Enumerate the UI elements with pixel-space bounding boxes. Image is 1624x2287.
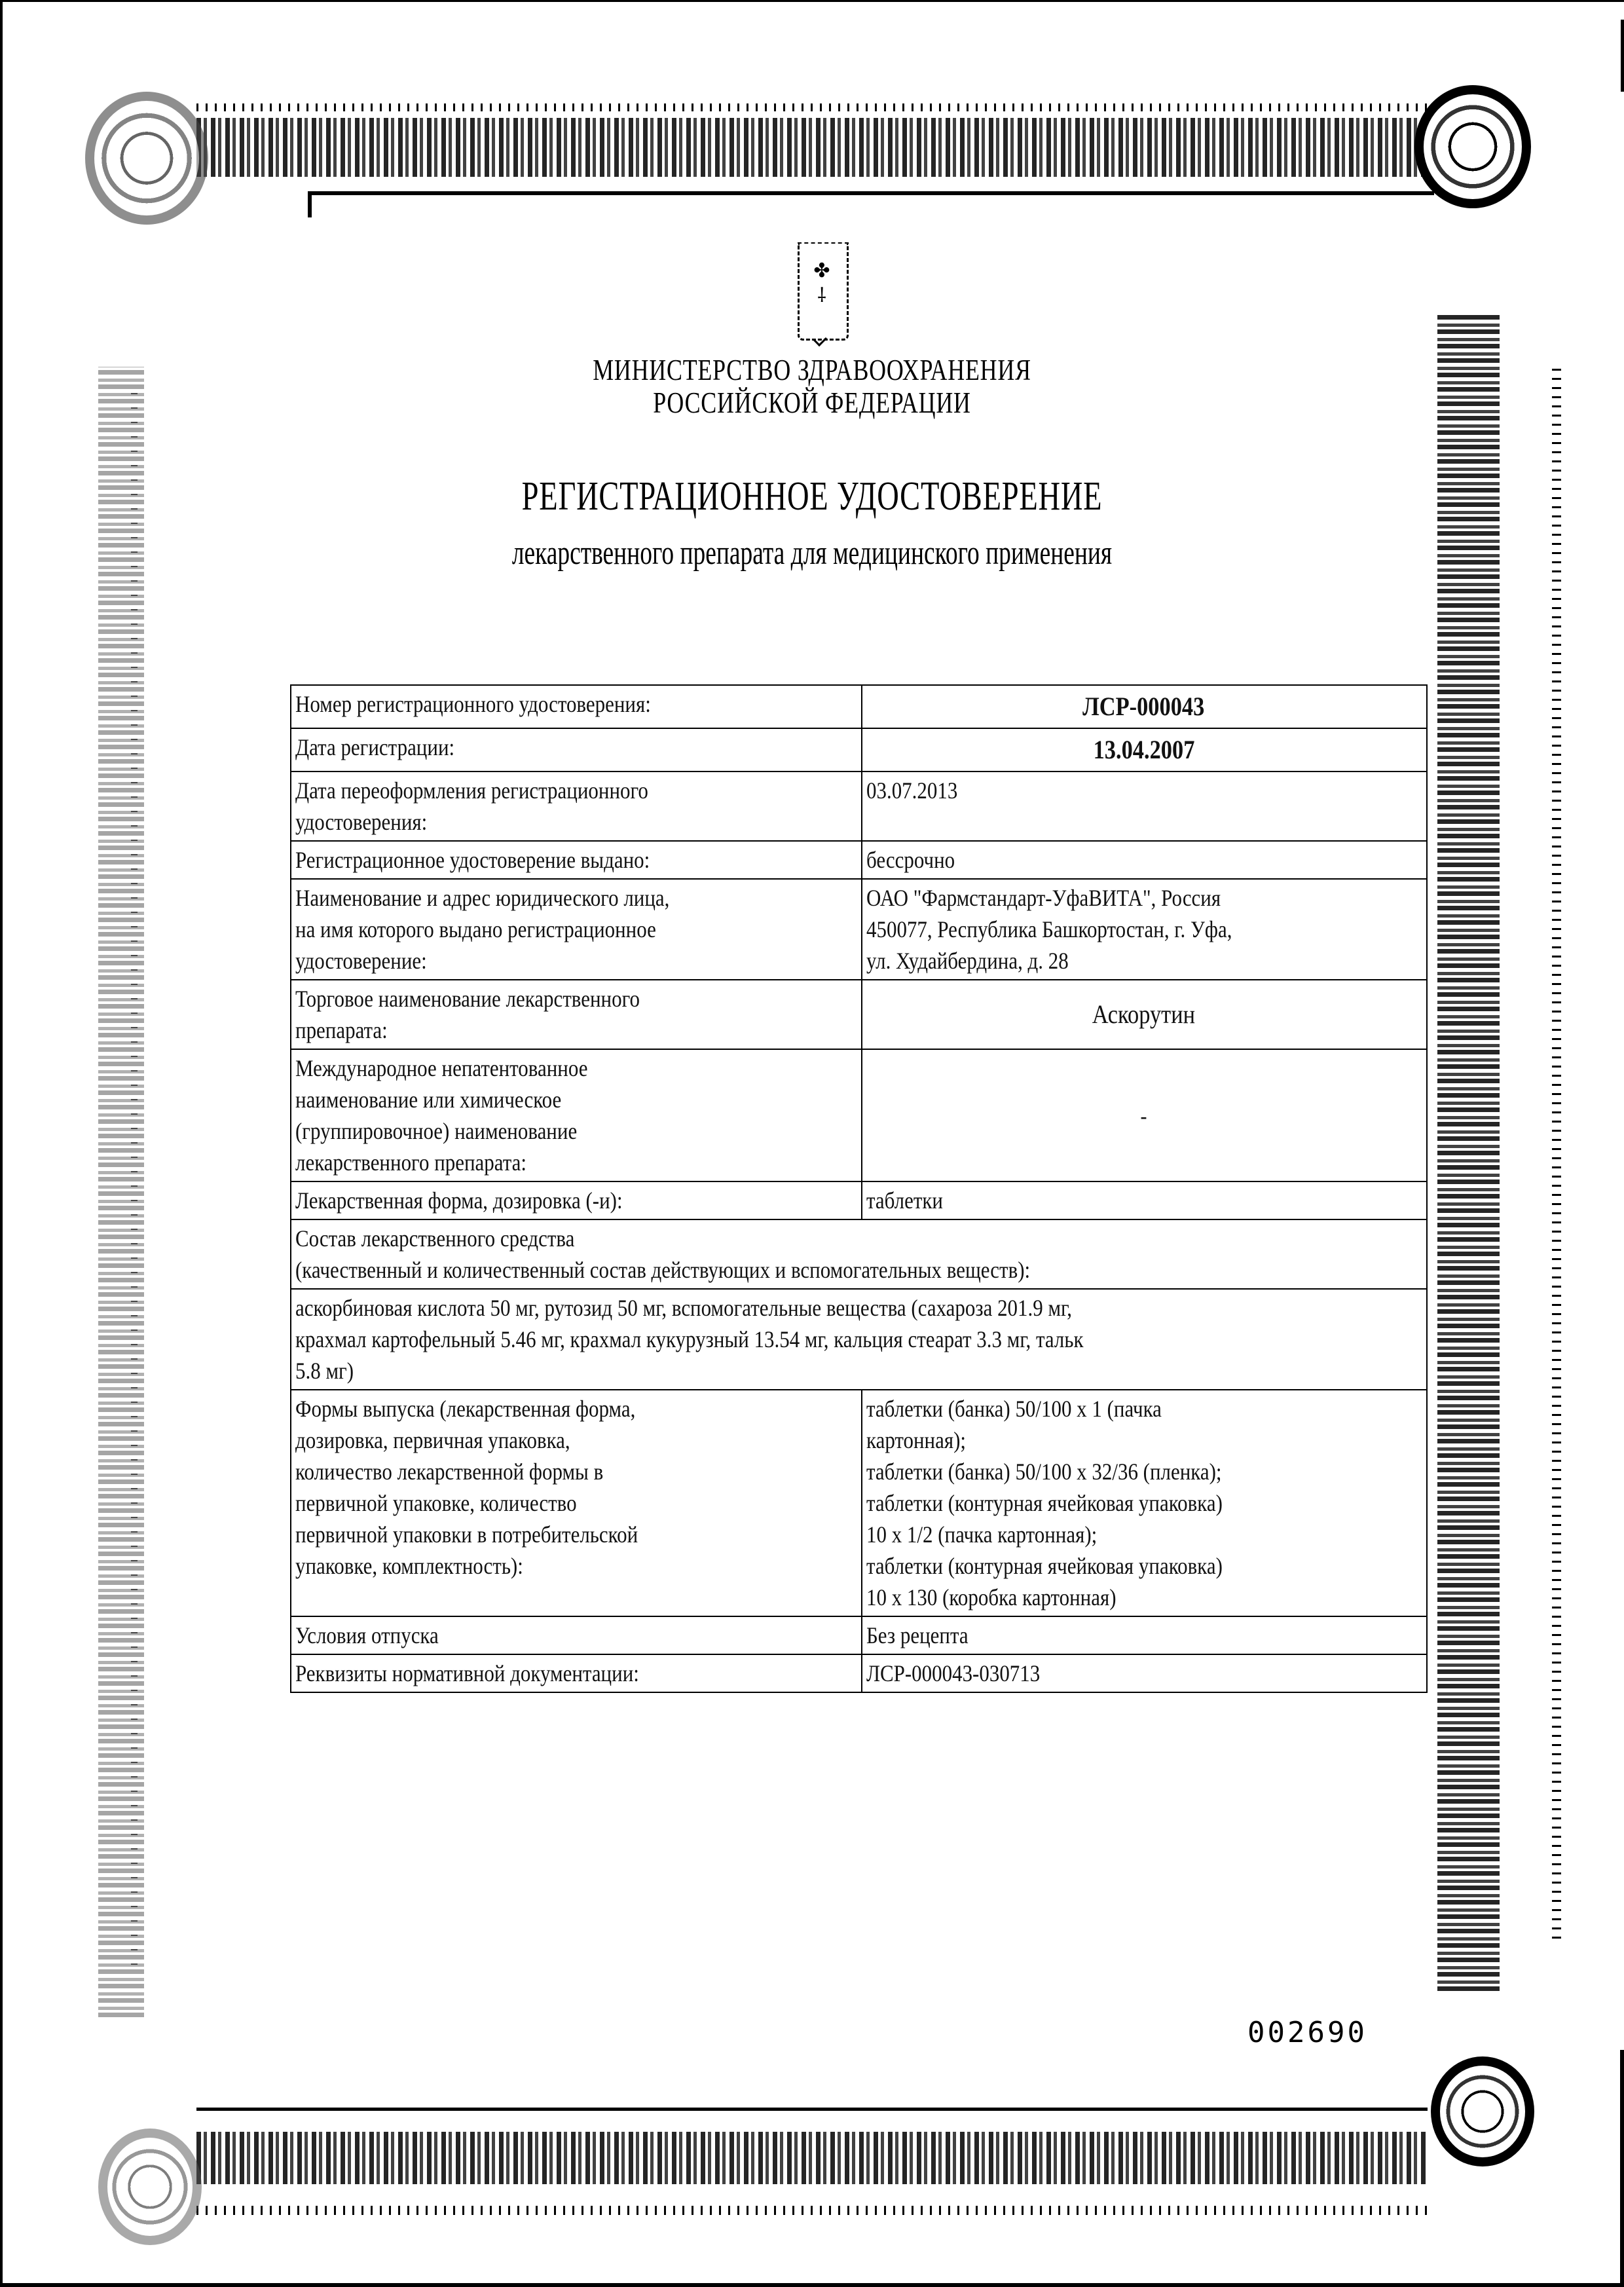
corner-rosette-icon (85, 92, 208, 225)
field-label: препарата: (295, 1017, 388, 1043)
field-label: количество лекарственной формы в (295, 1459, 604, 1485)
field-label: Торговое наименование лекарственного (295, 986, 640, 1012)
ornamental-border-icon (196, 103, 1428, 111)
dosage-form: таблетки (866, 1187, 943, 1214)
field-label: Лекарственная форма, дозировка (-и): (295, 1187, 623, 1214)
table-row (291, 1049, 1427, 1181)
field-label: (группировочное) наименование (295, 1118, 578, 1144)
validity-term: бессрочно (866, 847, 955, 873)
field-label: Реквизиты нормативной документации: (295, 1660, 639, 1686)
table-row (291, 1289, 1427, 1390)
registration-date: 13.04.2007 (1093, 734, 1194, 764)
release-form: 10 х 130 (коробка картонная) (866, 1584, 1116, 1610)
field-label: Дата регистрации: (295, 734, 455, 760)
composition-text: 5.8 мг) (295, 1358, 354, 1384)
release-form: таблетки (банка) 50/100 х 32/36 (пленка); (866, 1459, 1222, 1485)
scan-edge-right-lower (1620, 2050, 1624, 2287)
form-serial-number: 002690 (1247, 2016, 1367, 2049)
frame-inner-line (308, 191, 312, 217)
corner-rosette-icon (98, 2129, 202, 2245)
field-label: удостоверения: (295, 809, 428, 835)
trade-name: Аскорутин (1092, 999, 1196, 1029)
field-label: Регистрационное удостоверение выдано: (295, 847, 650, 873)
table-row (291, 1181, 1427, 1219)
field-label: Формы выпуска (лекарственная форма, (295, 1396, 636, 1422)
ornamental-border-icon (196, 2206, 1428, 2215)
table-row (291, 1654, 1427, 1692)
document-subtitle: лекарственного препарата для медицинского применения (511, 534, 1113, 572)
corner-rosette-icon (1431, 2056, 1534, 2166)
table-row (291, 879, 1427, 980)
composition-heading: (качественный и количественный состав действующих и вспомогательных веществ): (295, 1257, 1031, 1283)
field-label: первичной упаковке, количество (295, 1490, 577, 1516)
table-row (291, 728, 1427, 772)
scan-edge-right (1621, 20, 1624, 92)
frame-inner-line (196, 2108, 1428, 2111)
holder-name: ОАО "Фармстандарт-УфаВИТА", Россия (866, 885, 1221, 911)
table-row (291, 980, 1427, 1049)
composition-text: аскорбиновая кислота 50 мг, рутозид 50 мг, вспомогательные вещества (сахароза 201.9 мг, (295, 1295, 1073, 1321)
field-label: Номер регистрационного удостоверения: (295, 691, 651, 717)
table-row (291, 841, 1427, 879)
ornamental-border-icon (1552, 367, 1561, 1939)
normative-doc-number: ЛСР-000043-030713 (866, 1660, 1041, 1686)
release-form: таблетки (банка) 50/100 х 1 (пачка (866, 1396, 1162, 1422)
release-form: 10 х 1/2 (пачка картонная); (866, 1521, 1098, 1548)
release-form: таблетки (контурная ячейковая упаковка) (866, 1553, 1223, 1579)
field-label: дозировка, первичная упаковка, (295, 1427, 570, 1453)
document-title: РЕГИСТРАЦИОННОЕ УДОСТОВЕРЕНИЕ (521, 474, 1103, 519)
field-label: первичной упаковки в потребительской (295, 1521, 638, 1548)
ornamental-border-icon (196, 2132, 1428, 2184)
registration-table (290, 684, 1428, 1693)
dispensing-conditions: Без рецепта (866, 1622, 969, 1648)
table-row (291, 1390, 1427, 1616)
ornamental-border-icon (131, 393, 138, 1965)
table-row (291, 772, 1427, 841)
coat-of-arms-icon: ✤ ⸸ (813, 259, 830, 307)
field-label: Условия отпуска (295, 1622, 439, 1648)
scan-edge-bottom (0, 2283, 1624, 2287)
field-label: наименование или химическое (295, 1087, 562, 1113)
field-label: удостоверение: (295, 948, 427, 974)
release-form: таблетки (контурная ячейковая упаковка) (866, 1490, 1223, 1516)
field-label: Международное непатентованное (295, 1055, 588, 1081)
ornamental-border-icon (1437, 314, 1500, 1991)
field-label: упаковке, комплектность): (295, 1553, 523, 1579)
ornamental-border-icon (196, 118, 1428, 177)
table-row (291, 1219, 1427, 1289)
corner-rosette-icon (1414, 85, 1531, 208)
ministry-name-line2: РОССИЙСКОЙ ФЕДЕРАЦИИ (653, 386, 971, 419)
field-label: Наименование и адрес юридического лица, (295, 885, 670, 911)
composition-text: крахмал картофельный 5.46 мг, крахмал кукурузный 13.54 мг, кальция стеарат 3.3 мг, тальк (295, 1326, 1084, 1352)
ministry-name-line1: МИНИСТЕРСТВО ЗДРАВООХРАНЕНИЯ (593, 353, 1031, 386)
field-label: на имя которого выдано регистрационное (295, 916, 656, 942)
holder-address: ул. Худайбердина, д. 28 (866, 948, 1069, 974)
table-row (291, 685, 1427, 728)
frame-inner-line (308, 191, 1434, 195)
table-row (291, 1616, 1427, 1654)
inn-value: - (1140, 1105, 1147, 1127)
reissue-date: 03.07.2013 (866, 777, 958, 804)
composition-heading: Состав лекарственного средства (295, 1225, 575, 1252)
field-label: лекарственного препарата: (295, 1149, 526, 1176)
registration-number: ЛСР-000043 (1082, 691, 1205, 721)
field-label: Дата переоформления регистрационного (295, 777, 648, 804)
holder-address: 450077, Республика Башкортостан, г. Уфа, (866, 916, 1232, 942)
release-form: картонная); (866, 1427, 967, 1453)
